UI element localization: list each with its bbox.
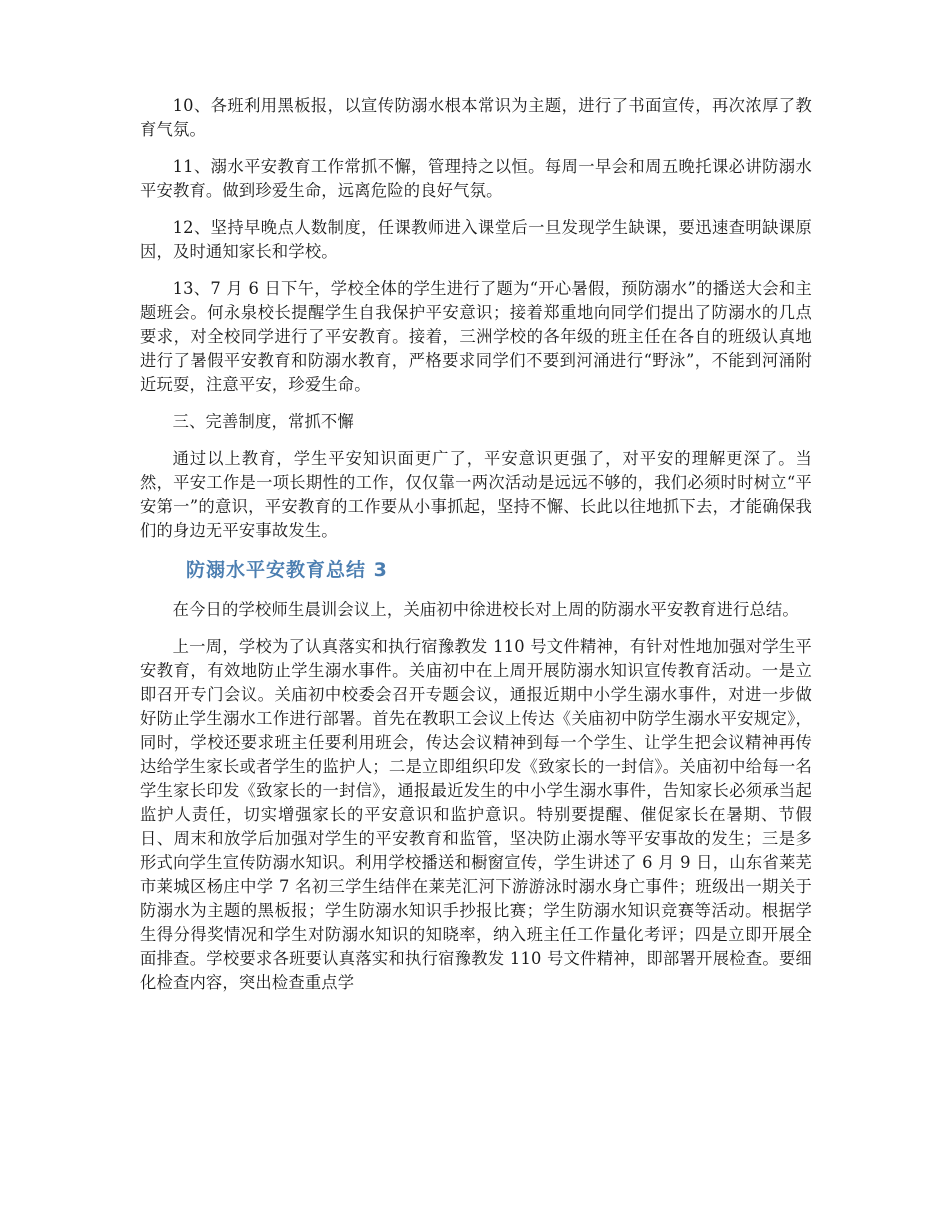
paragraph-12: 12、坚持早晚点人数制度，任课教师进入课堂后一旦发现学生缺课，要迅速查明缺课原因，及时通知家长和学校。 [140,218,812,261]
paragraph-summary: 通过以上教育，学生平安知识面更广了，平安意识更强了，对平安的理解更深了。当然，平安工作是一项长期性的工作，仅仅靠一两次活动是远远不够的，我们必须时时树立“平安第一”的意识，平安教育的工作要从小事抓起，坚持不懈、长此以往地抓下去，才能确保我们的身边无平安事故发生。 [140,449,812,540]
paragraph-13: 13、7 月 6 日下午，学校全体的学生进行了题为“开心暑假，预防溺水”的播送大会和主题班会。何永泉校长提醒学生自我保护平安意识；接着郑重地向同学们提出了防溺水的几点要求，对全校同学进行了平安教育。接着，三洲学校的各年级的班主任在各自的班级认真地进行了暑假平安教育和防溺水教育，严格要求同学们不要到河涌进行“野泳”，不能到河涌附近玩耍，注意平安，珍爱生命。 [140,279,812,394]
paragraph-10: 10、各班利用黑板报，以宣传防溺水根本常识为主题，进行了书面宣传，再次浓厚了教育气氛。 [140,96,812,139]
section-heading: 防溺水平安教育总结 3 [186,559,388,581]
paragraph-11: 11、溺水平安教育工作常抓不懈，管理持之以恒。每周一早会和周五晚托课必讲防溺水平安教育。做到珍爱生命，远离危险的良好气氛。 [140,157,812,200]
subsection-title: 三、完善制度，常抓不懈 [172,412,354,431]
paragraph-intro: 在今日的学校师生晨训会议上，关庙初中徐进校长对上周的防溺水平安教育进行总结。 [172,600,799,619]
document-body [140,94,812,1008]
paragraph-main: 上一周，学校为了认真落实和执行宿豫教发 110 号文件精神，有针对性地加强对学生平安教育，有效地防止学生溺水事件。关庙初中在上周开展防溺水知识宣传教育活动。一是立即召开专门会议。关庙初中校委会召开专题会议，通报近期中小学生溺水事件，对进一步做好防止学生溺水工作进行部署。首先在教职工会议上传达《关庙初中防学生溺水平安规定》，同时，学校还要求班主任要利用班会，传达会议精神到每一个学生、让学生把会议精神再传达给学生家长或者学生的监护人；二是立即组织印发《致家长的一封信》。关庙初中给每一名学生家长印发《致家长的一封信》，通报最近发生的中小学生溺水事件，告知家长必须承当起监护人责任，切实增强家长的平安意识和监护意识。特别要提醒、催促家长在暑期、节假日、周末和放学后加强对学生的平安教育和监管，坚决防止溺水等平安事故的发生；三是多形式向学生宣传防溺水知识。利用学校播送和橱窗宣传，学生讲述了 6 月 9 日，山东省莱芜市莱城区杨庄中学 7 名初三学生结伴在莱芜汇河下游游泳时溺水身亡事件；班级出一期关于防溺水为主题的黑板报；学生防溺水知识手抄报比赛；学生防溺水知识竞赛等活动。根据学生得分得奖情况和学生对防溺水知识的知晓率，纳入班主任工作量化考评；四是立即开展全面排查。学校要求各班要认真落实和执行宿豫教发 110 号文件精神，即部署开展检查。要细化检查内容，突出检查重点学 [140,637,812,992]
